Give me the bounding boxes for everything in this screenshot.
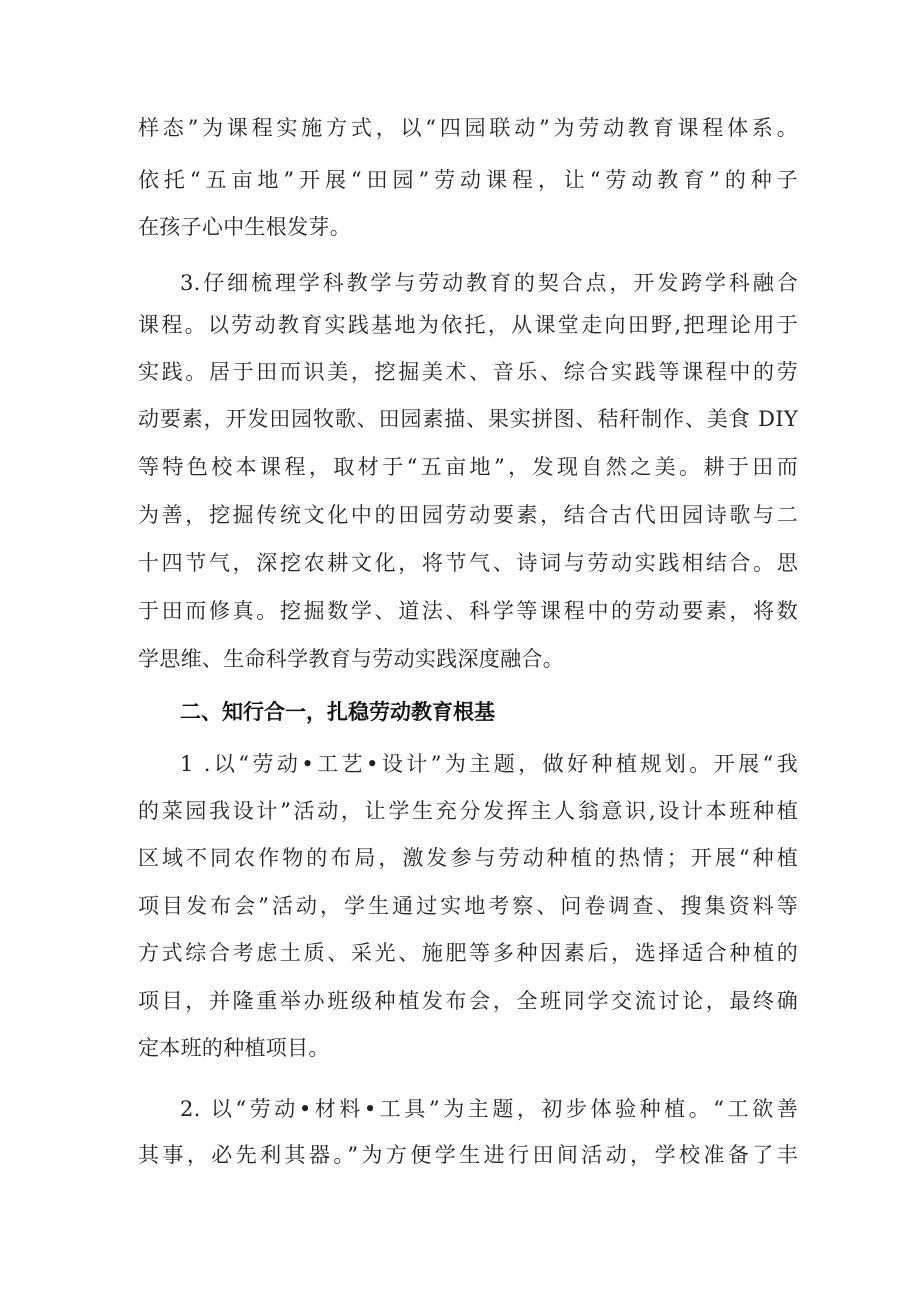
paragraph-line: 2. 以“劳动•材料•工具”为主题，初步体验种植。“工欲善 bbox=[180, 1097, 798, 1121]
paragraph-line: 样态”为课程实施方式，以“四园联动”为劳动教育课程体系。 bbox=[138, 116, 798, 140]
paragraph-line: 在孩子心中生根发芽。 bbox=[138, 215, 351, 239]
paragraph-line: 十四节气，深挖农耕文化，将节气、诗词与劳动实践相结合。思 bbox=[138, 551, 798, 575]
paragraph-line: 项目发布会”活动，学生通过实地考察、问卷调查、搜集资料等 bbox=[138, 894, 798, 918]
paragraph-line: 为善，挖掘传统文化中的田园劳动要素，结合古代田园诗歌与二 bbox=[138, 503, 798, 527]
paragraph-line: 方式综合考虑土质、采光、施肥等多种因素后，选择适合种植的 bbox=[138, 941, 798, 965]
paragraph-line: 定本班的种植项目。 bbox=[138, 1036, 330, 1060]
paragraph-line: 依托“五亩地”开展“田园”劳动课程，让“劳动教育”的种子 bbox=[138, 168, 798, 192]
paragraph-line: 课程。以劳动教育实践基地为依托，从课堂走向田野,把理论用于 bbox=[138, 313, 798, 337]
section-heading: 二、知行合一，扎稳劳动教育根基 bbox=[180, 700, 495, 724]
paragraph-line: 的菜园我设计”活动，让学生充分发挥主人翁意识,设计本班种植 bbox=[138, 799, 798, 823]
paragraph-line: 1 .以“劳动•工艺•设计”为主题，做好种植规划。开展“我 bbox=[180, 752, 798, 776]
paragraph-line: 区域不同农作物的布局，激发参与劳动种植的热情；开展“种植 bbox=[138, 846, 798, 870]
paragraph-line: 等特色校本课程，取材于“五亩地”，发现自然之美。耕于田而 bbox=[138, 455, 798, 479]
paragraph-line: 动要素，开发田园牧歌、田园素描、果实拼图、秸秆制作、美食 DIY bbox=[138, 407, 798, 431]
paragraph-line: 项目，并隆重举办班级种植发布会，全班同学交流讨论，最终确 bbox=[138, 989, 798, 1013]
paragraph-line: 其事，必先利其器。”为方便学生进行田间活动，学校准备了丰 bbox=[138, 1143, 798, 1167]
paragraph-line: 实践。居于田而识美，挖掘美术、音乐、综合实践等课程中的劳 bbox=[138, 360, 798, 384]
paragraph-line: 于田而修真。挖掘数学、道法、科学等课程中的劳动要素，将数 bbox=[138, 599, 798, 623]
paragraph-line: 3.仔细梳理学科教学与劳动教育的契合点，开发跨学科融合 bbox=[180, 271, 798, 295]
paragraph-line: 学思维、生命科学教育与劳动实践深度融合。 bbox=[138, 647, 564, 671]
